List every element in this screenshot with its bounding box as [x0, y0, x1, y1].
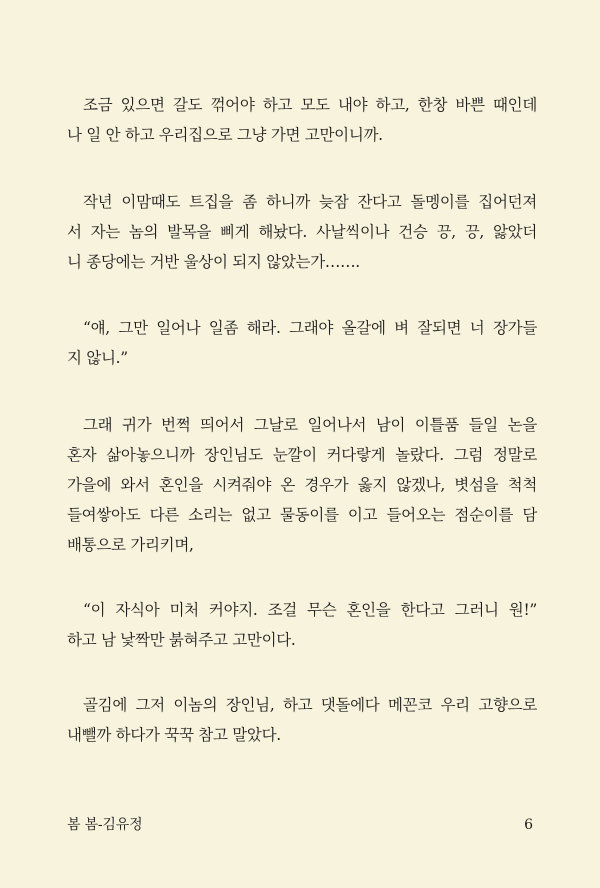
- text-line: 하고 남 낯짝만 붉혀주고 고만이다.: [67, 631, 296, 649]
- text-line: 나 일 안 하고 우리집으로 그냥 가면 고만이니까.: [67, 126, 383, 144]
- text-line: 그래 귀가 번쩍 띄어서 그날로 일어나서 남이 이틀품 들일 논을: [83, 416, 537, 434]
- text-line: 골김에 그저 이놈의 장인님, 하고 댓돌에다 메꼰코 우리 고향으로: [83, 696, 537, 714]
- text-line: 혼자 삶아놓으니까 장인님도 눈깔이 커다랗게 놀랐다. 그럼 정말로: [67, 446, 537, 464]
- text-line: 조금 있으면 갈도 꺾어야 하고 모도 내야 하고, 한창 바쁜 때인데: [83, 96, 537, 114]
- page-number: 6: [524, 817, 533, 833]
- footer-book-title: 봄 봄-김유정: [67, 817, 143, 833]
- text-line: 배통으로 가리키며,: [67, 536, 194, 554]
- paragraph: [67, 313, 537, 373]
- text-line: 니 종당에는 거반 울상이 되지 않았는가…….: [67, 253, 360, 271]
- text-line: 들여쌓아도 다른 소리는 없고 물동이를 이고 들어오는 점순이를 담: [67, 506, 537, 524]
- text-line: 지 않니.”: [67, 349, 128, 367]
- text-line: 가을에 와서 혼인을 시켜줘야 온 경우가 옳지 않겠나, 볏섬을 척척: [67, 476, 537, 494]
- text-line: “얘, 그만 일어나 일좀 해라. 그래야 올갈에 벼 잘되면 너 장가들: [83, 319, 537, 337]
- text-line: “이 자식아 미처 커야지. 조걸 무슨 혼인을 한다고 그러니 원!”: [83, 601, 537, 619]
- paragraph: [67, 595, 537, 655]
- paragraph: [67, 187, 537, 277]
- text-line: 작년 이맘때도 트집을 좀 하니까 늦잠 잔다고 돌멩이를 집어던져: [83, 193, 537, 211]
- text-line: 서 자는 놈의 발목을 삐게 해놨다. 사날씩이나 건승 끙, 끙, 앓았더: [67, 223, 537, 241]
- paragraph: [67, 690, 537, 750]
- paragraph: [67, 90, 537, 150]
- paragraph: [67, 410, 537, 560]
- text-line: 내뺄까 하다가 꾹꾹 참고 말았다.: [67, 726, 281, 744]
